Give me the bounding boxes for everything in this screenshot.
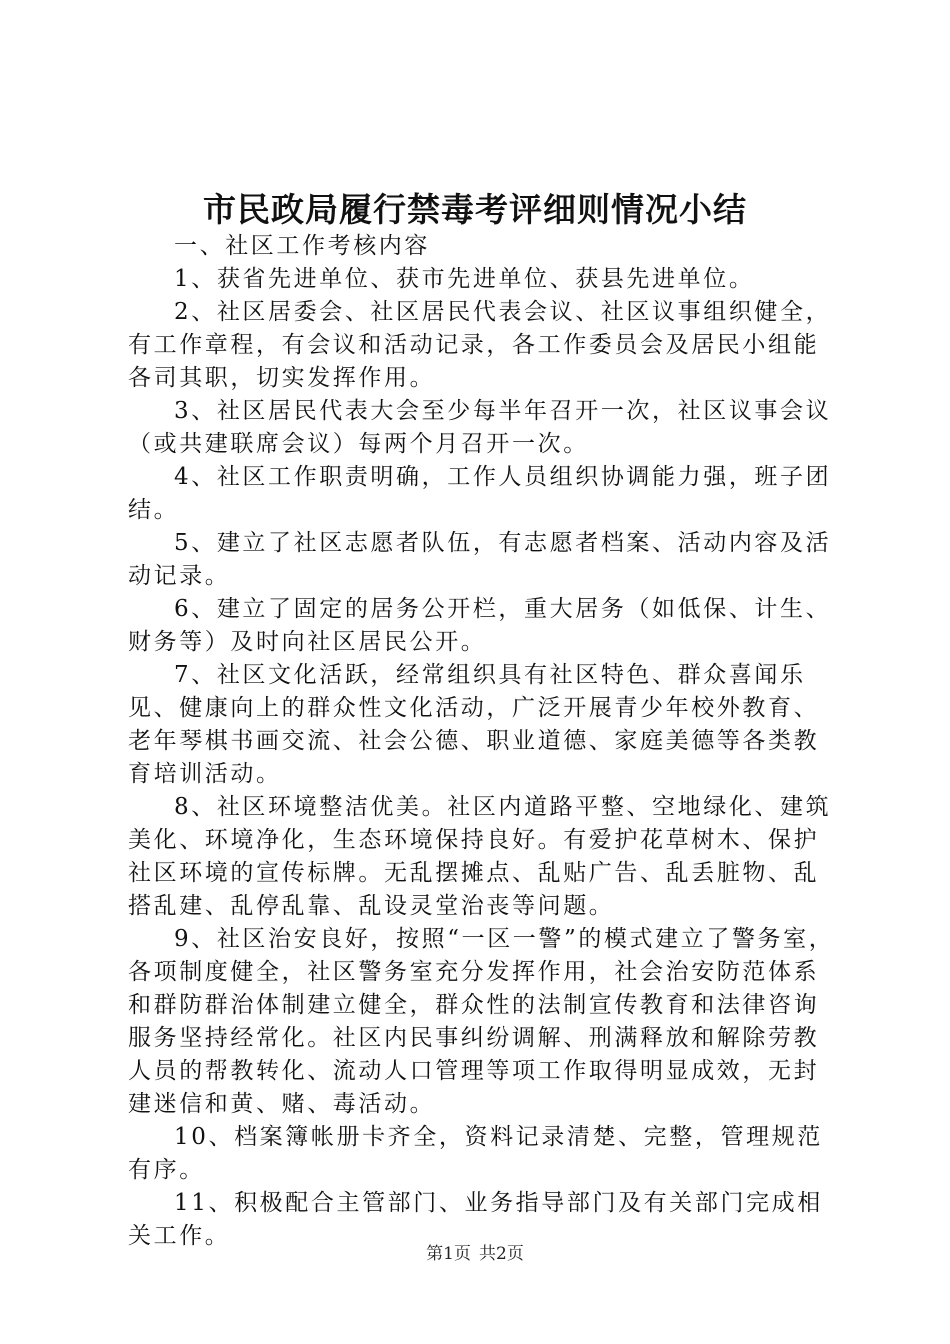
page-number: 第1页 (426, 1244, 471, 1264)
paragraph-item-11: 11、积极配合主管部门、业务指导部门及有关部门完成相关工作。 (128, 1190, 823, 1249)
paragraph-item-10: 10、档案簿帐册卡齐全，资料记录清楚、完整，管理规范有序。 (128, 1124, 823, 1183)
paragraph-item-5: 5、建立了社区志愿者队伍，有志愿者档案、活动内容及活动记录。 (128, 530, 832, 589)
paragraph-item-3: 3、社区居民代表大会至少每半年召开一次，社区议事会议（或共建联席会议）每两个月召开一次。 (128, 398, 832, 457)
paragraph-item-6: 6、建立了固定的居务公开栏，重大居务（如低保、计生、财务等）及时向社区居民公开。 (128, 596, 832, 655)
paragraph-item-9: 9、社区治安良好，按照“一区一警”的模式建立了警务室，各项制度健全，社区警务室充分发挥作用，社会治安防范体系和群防群治体制建立健全，群众性的法制宣传教育和法律咨询服务坚持经常化。社区内民事纠纷调解、刑满释放和解除劳教人员的帮教转化、流动人口管理等项工作取得明显成效，无封建迷信和黄、赌、毒活动。 (128, 926, 835, 1117)
page-total: 共2页 (479, 1244, 524, 1264)
paragraph-item-7: 7、社区文化活跃，经常组织具有社区特色、群众喜闻乐见、健康向上的群众性文化活动，广泛开展青少年校外教育、老年琴棋书画交流、社会公德、职业道德、家庭美德等各类教育培训活动。 (128, 662, 820, 787)
paragraph-item-4: 4、社区工作职责明确，工作人员组织协调能力强，班子团结。 (128, 464, 832, 523)
paragraph-item-1: 1、获省先进单位、获市先进单位、获县先进单位。 (174, 266, 755, 292)
document-title: 市民政局履行禁毒考评细则情况小结 (203, 190, 747, 229)
document-body (128, 230, 836, 1253)
paragraph-item-8: 8、社区环境整洁优美。社区内道路平整、空地绿化、建筑美化、环境净化，生态环境保持良好。有爱护花草树木、保护社区环境的宣传标牌。无乱摆摊点、乱贴广告、乱丢脏物、乱搭乱建、乱停乱靠、乱设灵堂治丧等问题。 (128, 794, 832, 919)
section-heading: 一、社区工作考核内容 (174, 233, 430, 259)
paragraph-item-2: 2、社区居委会、社区居民代表会议、社区议事组织健全，有工作章程，有会议和活动记录，各工作委员会及居民小组能各司其职，切实发挥作用。 (128, 299, 832, 391)
page-footer (0, 1242, 950, 1266)
